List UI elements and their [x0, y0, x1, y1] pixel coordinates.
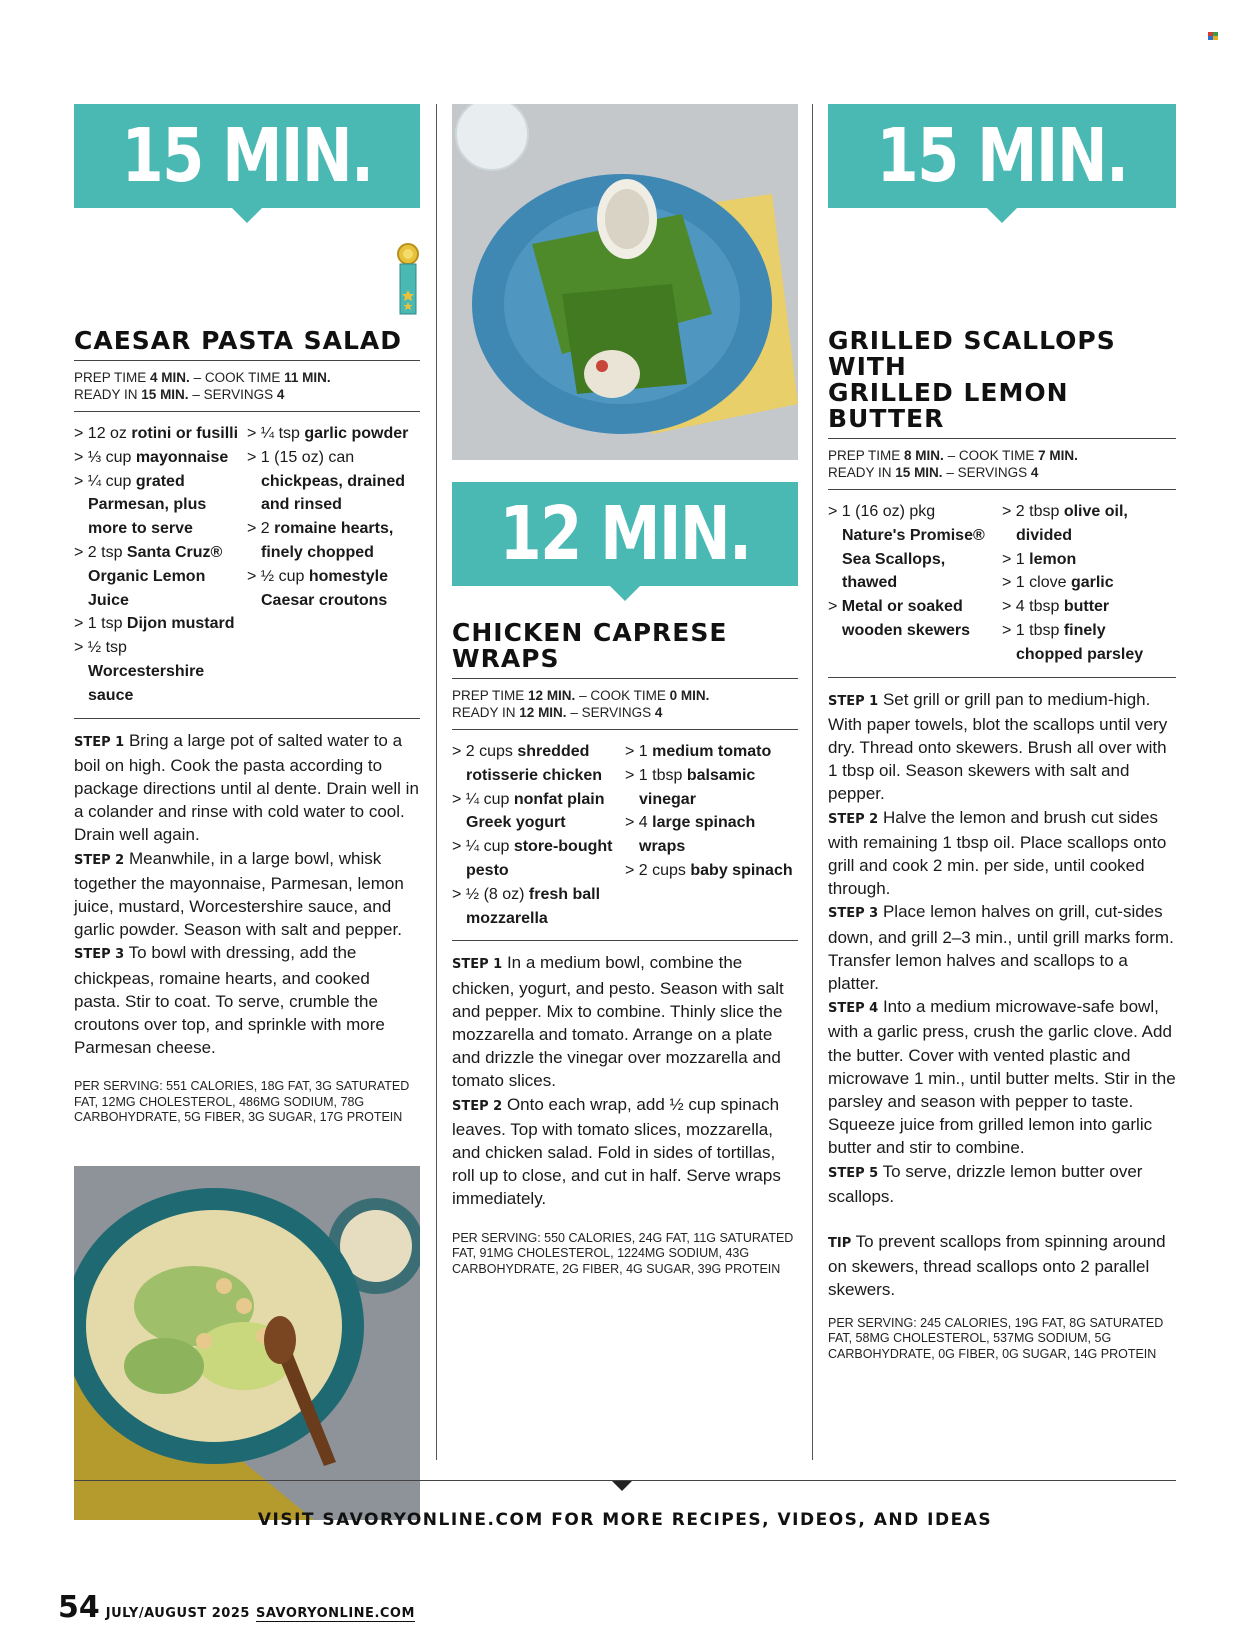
nutrition-info: PER SERVING: 551 CALORIES, 18G FAT, 3G SATURATED FAT, 12MG CHOLESTEROL, 486MG SODIUM, 78G CARBOHYDRATE, 5G FIBER, 3G SUGAR, 17G PROTEIN [74, 1079, 410, 1125]
recipe-step [452, 1093, 798, 1211]
ingredient-name: romaine hearts, finely chopped [261, 520, 394, 561]
step-label: STEP 5 [828, 1165, 879, 1181]
recipe-caesar-pasta-salad [74, 104, 420, 1520]
ingredient-name: Dijon mustard [126, 615, 235, 633]
step-label: STEP 2 [74, 852, 125, 868]
ingredients-column-2 [247, 422, 420, 708]
page-number: 54 [58, 1590, 100, 1625]
recipe-title: CAESAR PASTA SALAD [74, 326, 403, 355]
ingredient-amount: > ½ tsp [74, 639, 127, 657]
issue-date: JULY/AUGUST 2025 [105, 1606, 250, 1621]
ingredient-name: lemon [1029, 550, 1077, 568]
recipe-tip [828, 1230, 1176, 1302]
recipe-step [828, 1160, 1176, 1208]
column-divider-left [436, 104, 437, 1460]
recipe-step [828, 900, 1176, 995]
step-label: STEP 2 [452, 1098, 503, 1114]
step-text: Bring a large pot of salted water to a boil on high. Cook the pasta according to package directions until al dente. Drain well in a colander and rinse with cold water to cool. Drain well again. [74, 730, 419, 845]
ingredient-name: store-bought pesto [466, 838, 613, 879]
ingredients-column-2 [625, 740, 798, 930]
ingredient-name: grated Parmesan, plus more to serve [88, 472, 207, 538]
recipe-steps [452, 941, 798, 1210]
ready-value: 15 MIN. [895, 465, 943, 480]
ingredient-amount: > ¼ cup [452, 790, 514, 808]
ingredients [74, 412, 420, 718]
ingredient-name: mayonnaise [135, 448, 229, 466]
step-label: STEP 1 [74, 734, 125, 750]
prep-label: PREP TIME [828, 448, 901, 463]
ingredient-item [452, 740, 625, 788]
ingredient-item [452, 788, 625, 836]
ingredient-item [1002, 548, 1176, 572]
footer-arrow-icon [612, 1481, 632, 1491]
prep-value: 12 MIN. [528, 688, 576, 703]
ingredient-name: butter [1063, 598, 1110, 616]
step-label: STEP 3 [74, 947, 125, 963]
ingredient-name: Santa Cruz® Organic Lemon Juice [88, 543, 223, 609]
step-text: Meanwhile, in a large bowl, whisk together the mayonnaise, Parmesan, lemon juice, mustard, Worcestershire sauce, and garlic powder. Season with salt and pepper. [74, 848, 404, 940]
step-text: To bowl with dressing, add the chickpeas, romaine hearts, and cooked pasta. Stir to coat. To serve, crumble the croutons over top, and sprinkle with more Parmesan cheese. [74, 943, 385, 1058]
ingredient-name: Nature's Promise® Sea Scallops, thawed [842, 526, 985, 592]
ingredient-item [452, 883, 625, 931]
ingredient-amount: > 2 tbsp [1002, 503, 1064, 520]
ingredients-column-1 [74, 422, 247, 708]
step-label: STEP 1 [452, 957, 503, 973]
ingredient-item [247, 446, 420, 517]
ingredient-item [625, 764, 798, 812]
step-label: STEP 4 [828, 1001, 879, 1017]
ingredient-amount: > ¼ cup [452, 838, 514, 856]
ingredient-item [625, 859, 798, 883]
ingredient-name: nonfat plain Greek yogurt [466, 790, 605, 832]
ingredient-item [452, 835, 625, 883]
tip-text: To prevent scallops from spinning around on skewers, thread scallops onto 2 parallel skewers. [828, 1232, 1166, 1300]
servings-value: 4 [1030, 465, 1039, 480]
ingredient-name: rotini or fusilli [131, 425, 239, 442]
nutrition-info: PER SERVING: 245 CALORIES, 19G FAT, 8G SATURATED FAT, 58MG CHOLESTEROL, 537MG SODIUM, 5G CARBOHYDRATE, 0G FIBER, 0G SUGAR, 14G PROTEIN [828, 1315, 1164, 1361]
step-text: Place lemon halves on grill, cut-sides down, and grill 2–3 min., until grill marks form. Transfer lemon halves and scallops to a platter. [828, 902, 1174, 994]
ingredient-item [828, 500, 1002, 595]
ingredient-item [74, 636, 247, 707]
step-label: STEP 1 [828, 693, 879, 709]
ingredient-item [1002, 619, 1176, 667]
ingredients [452, 730, 798, 940]
ingredient-item [74, 446, 247, 470]
ingredient-item [247, 422, 420, 446]
ingredient-name: garlic powder [304, 425, 409, 442]
recipe-chicken-caprese-wraps [452, 104, 798, 1277]
ingredient-name: Worcestershire sauce [88, 662, 205, 704]
ingredient-item [247, 517, 420, 565]
ingredient-amount: > 1 clove [1002, 574, 1071, 592]
ingredient-amount: > [828, 598, 842, 616]
ingredient-amount: > ½ cup [247, 567, 309, 585]
ingredient-amount: > ¼ tsp [247, 425, 305, 442]
step-text: Into a medium microwave-safe bowl, with a garlic press, crush the garlic clove. Add the butter. Cover with vented plastic and microwave 1 min., until butter melts. Stir in the parsley and season with pepper to taste. Squeeze juice from grilled lemon into garlic butter and stir to combine. [828, 997, 1176, 1158]
ingredient-item [247, 565, 420, 613]
ingredient-name: shredded rotisserie chicken [466, 743, 603, 784]
ingredient-name: large spinach wraps [639, 814, 756, 856]
ingredient-name: fresh ball mozzarella [466, 885, 601, 927]
ingredient-name: olive oil, divided [1016, 503, 1128, 544]
ingredient-amount: > 4 [625, 814, 653, 832]
recipe-meta [74, 361, 420, 411]
time-banner [452, 482, 798, 586]
recipe-step [828, 688, 1176, 806]
time-banner-text: 12 MIN. [499, 491, 751, 577]
ingredients-column-1 [828, 500, 1002, 667]
pasta-salad-photo [74, 1166, 420, 1520]
corner-flag-icon [1208, 32, 1218, 40]
cook-label: – COOK TIME [579, 688, 666, 703]
ingredient-amount: > ½ (8 oz) [452, 885, 529, 903]
ingredient-name: homestyle Caesar croutons [261, 567, 388, 609]
page-folio [58, 1590, 415, 1625]
prep-label: PREP TIME [74, 370, 147, 385]
ingredient-item [1002, 571, 1176, 595]
recipe-step [828, 806, 1176, 901]
ingredients-column-2 [1002, 500, 1176, 667]
nutrition-info: PER SERVING: 550 CALORIES, 24G FAT, 11G SATURATED FAT, 91MG CHOLESTEROL, 1224MG SODIUM, 43G CARBOHYDRATE, 2G FIBER, 4G SUGAR, 39G PROTEIN [452, 1230, 794, 1276]
recipe-meta [452, 679, 798, 729]
ready-label: READY IN [828, 465, 892, 480]
time-banner-text: 15 MIN. [121, 113, 373, 199]
step-text: Halve the lemon and brush cut sides with remaining 1 tbsp oil. Place scallops onto grill and cook 2 min. per side, until cooked through. [828, 807, 1167, 899]
footer-cta-link[interactable]: VISIT SAVORYONLINE.COM FOR MORE RECIPES, VIDEOS, AND IDEAS [257, 1510, 993, 1530]
prep-label: PREP TIME [452, 688, 525, 703]
ingredient-item [1002, 500, 1176, 548]
ingredient-amount: > 2 cups [452, 743, 518, 760]
ingredients-column-1 [452, 740, 625, 930]
prep-value: 8 MIN. [904, 448, 944, 463]
ingredient-name: garlic [1070, 574, 1114, 592]
column-divider-right [812, 104, 813, 1460]
ready-value: 15 MIN. [141, 387, 189, 402]
time-banner [828, 104, 1176, 208]
time-banner-text: 15 MIN. [876, 113, 1128, 199]
ingredient-amount: > ⅓ cup [74, 448, 136, 466]
cook-label: – COOK TIME [193, 370, 281, 385]
ingredient-name: medium tomato [652, 743, 772, 760]
caprese-wrap-illustration [452, 104, 798, 460]
ready-value: 12 MIN. [519, 705, 567, 720]
ingredient-name: baby spinach [690, 861, 793, 879]
step-text: In a medium bowl, combine the chicken, yogurt, and pesto. Season with salt and pepper. Mix to combine. Thinly slice the mozzarella and tomato. Arrange on a plate and drizzle the vinegar over mozzarella and tomato slices. [452, 953, 784, 1091]
ingredient-name: balsamic vinegar [639, 766, 756, 808]
ingredient-amount: > 1 [1002, 550, 1030, 568]
step-label: STEP 3 [828, 906, 879, 922]
tip-label: TIP [828, 1236, 852, 1252]
ingredient-amount: > 12 oz [74, 425, 132, 442]
recipe-title-line-2: GRILLED LEMON BUTTER [828, 378, 1069, 433]
caprese-wrap-photo [452, 104, 798, 460]
ingredient-name: Metal or soaked wooden skewers [841, 598, 971, 639]
ingredient-amount: > ¼ cup [74, 472, 136, 490]
ingredient-item [828, 595, 1002, 643]
prep-value: 4 MIN. [150, 370, 190, 385]
ingredient-name: chickpeas, drained and rinsed [261, 472, 406, 514]
ingredient-item [1002, 595, 1176, 619]
ingredient-name: finely chopped parsley [1016, 621, 1144, 663]
ingredient-amount: > 1 tsp [74, 615, 127, 633]
step-label: STEP 2 [828, 811, 879, 827]
recipe-grilled-scallops [828, 104, 1176, 1362]
ingredient-amount: > 1 [625, 743, 653, 760]
ingredient-amount: > 1 (16 oz) pkg [828, 503, 936, 520]
step-text: Set grill or grill pan to medium-high. With paper towels, blot the scallops until very dry. Thread onto skewers. Brush all over with 1 tbsp oil. Season skewers with salt and pepper. [828, 689, 1168, 804]
ingredient-item [625, 811, 798, 859]
servings-label: – SERVINGS [192, 387, 274, 402]
ingredient-item [74, 422, 247, 446]
recipe-title: CHICKEN CAPRESE WRAPS [452, 618, 728, 673]
ingredient-amount: > 1 tbsp [625, 766, 687, 784]
pasta-salad-illustration [74, 1166, 420, 1520]
recipe-steps [74, 719, 420, 1060]
ingredient-amount: > 4 tbsp [1002, 598, 1064, 616]
ingredient-item [74, 541, 247, 612]
recipe-title [828, 328, 1176, 432]
step-text: To serve, drizzle lemon butter over scallops. [828, 1161, 1143, 1206]
ingredient-item [74, 612, 247, 636]
servings-value: 4 [276, 387, 285, 402]
ingredient-amount: > 2 [247, 520, 275, 538]
cook-value: 7 MIN. [1038, 448, 1078, 463]
ingredient-item [625, 740, 798, 764]
recipe-step [74, 847, 420, 942]
recipe-step [828, 995, 1176, 1159]
recipe-title-line-1: GRILLED SCALLOPS WITH [828, 326, 1116, 381]
servings-value: 4 [654, 705, 663, 720]
ingredient-amount: > 2 cups [625, 861, 691, 879]
servings-label: – SERVINGS [946, 465, 1028, 480]
ready-label: READY IN [452, 705, 516, 720]
ingredient-amount: > 2 tsp [74, 543, 127, 561]
recipe-steps [828, 678, 1176, 1208]
time-banner [74, 104, 420, 208]
ingredient-amount: > 1 (15 oz) can [247, 448, 355, 466]
cook-value: 11 MIN. [284, 370, 331, 385]
recipe-step [74, 729, 420, 847]
site-link[interactable]: SAVORYONLINE.COM [255, 1606, 415, 1621]
recipe-step [452, 951, 798, 1092]
cook-value: 0 MIN. [669, 688, 710, 703]
ingredients [828, 490, 1176, 677]
ingredient-item [74, 470, 247, 541]
servings-label: – SERVINGS [570, 705, 652, 720]
recipe-meta [828, 439, 1176, 489]
ingredient-amount: > 1 tbsp [1002, 621, 1064, 639]
ready-label: READY IN [74, 387, 138, 402]
recipe-step [74, 941, 420, 1059]
cook-label: – COOK TIME [947, 448, 1035, 463]
step-text: Onto each wrap, add ½ cup spinach leaves. Top with tomato slices, mozzarella, and chicken salad. Fold in sides of tortillas, roll up to close, and cut in half. Serve wraps immediately. [452, 1094, 781, 1209]
